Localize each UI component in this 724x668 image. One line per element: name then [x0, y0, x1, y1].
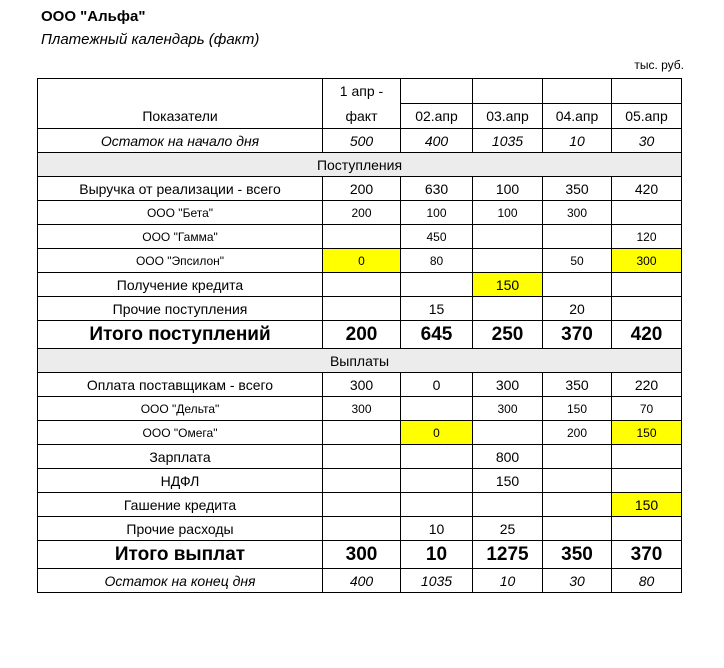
cell: 10: [473, 569, 543, 593]
row-opening-balance: [38, 129, 682, 153]
date-header-4: 04.апр: [543, 104, 612, 129]
cell: [323, 469, 401, 493]
cell: [612, 201, 682, 225]
cell: 420: [612, 177, 682, 201]
cell: 25: [473, 517, 543, 541]
cell: 0: [401, 373, 473, 397]
cell: 1035: [401, 569, 473, 593]
header-row-1: [38, 79, 682, 104]
label-header: Показатели: [38, 104, 323, 129]
cell: 420: [612, 321, 682, 349]
date-header-4-top: [543, 79, 612, 104]
report-subtitle: Платежный календарь (факт): [41, 31, 260, 48]
row-label: Остаток на начало дня: [38, 129, 323, 153]
cell: 100: [473, 201, 543, 225]
row-loan-received: [38, 273, 682, 297]
cell: 630: [401, 177, 473, 201]
cell-highlighted: 150: [612, 421, 682, 445]
cell: 350: [543, 373, 612, 397]
row-label: Прочие расходы: [38, 517, 323, 541]
row-omega: [38, 421, 682, 445]
cell: 800: [473, 445, 543, 469]
cell: 10: [401, 541, 473, 569]
cell: 30: [543, 569, 612, 593]
cell: 300: [543, 201, 612, 225]
row-label: ООО "Гамма": [38, 225, 323, 249]
date-header-2: 02.апр: [401, 104, 473, 129]
row-label: НДФЛ: [38, 469, 323, 493]
row-revenue-total: [38, 177, 682, 201]
cell: 300: [323, 541, 401, 569]
cell: [473, 493, 543, 517]
cell: [473, 249, 543, 273]
row-label: ООО "Омега": [38, 421, 323, 445]
row-supplier-payments: [38, 373, 682, 397]
cell-highlighted: 0: [401, 421, 473, 445]
cell: 1035: [473, 129, 543, 153]
cell: 70: [612, 397, 682, 421]
cell: 350: [543, 177, 612, 201]
cell: [543, 273, 612, 297]
cell: [543, 445, 612, 469]
row-label: Прочие поступления: [38, 297, 323, 321]
cell: 100: [473, 177, 543, 201]
cell: 500: [323, 129, 401, 153]
row-label: Итого поступлений: [38, 321, 323, 349]
cell: 370: [543, 321, 612, 349]
row-other-receipts: [38, 297, 682, 321]
date-header-3-top: [473, 79, 543, 104]
date-header-5: 05.апр: [612, 104, 682, 129]
section-title: Выплаты: [38, 349, 682, 373]
cell: 150: [473, 469, 543, 493]
cell: [323, 421, 401, 445]
unit-label: тыс. руб.: [634, 58, 684, 72]
cell: [323, 517, 401, 541]
cell: [401, 273, 473, 297]
cell: 200: [323, 321, 401, 349]
header-row-2: [38, 104, 682, 129]
cell: [612, 297, 682, 321]
row-label: Зарплата: [38, 445, 323, 469]
section-payments: [38, 349, 682, 373]
row-closing-balance: [38, 569, 682, 593]
cell: [401, 445, 473, 469]
cell: [612, 273, 682, 297]
cell: [473, 421, 543, 445]
cell: 80: [401, 249, 473, 273]
date-header-2-top: [401, 79, 473, 104]
label-header-top: [38, 79, 323, 104]
row-total-payments: [38, 541, 682, 569]
cell: [323, 297, 401, 321]
row-delta: [38, 397, 682, 421]
cell: [612, 517, 682, 541]
cell: 350: [543, 541, 612, 569]
cell: 30: [612, 129, 682, 153]
cell: 645: [401, 321, 473, 349]
section-receipts: [38, 153, 682, 177]
cell: 1275: [473, 541, 543, 569]
cell: 10: [401, 517, 473, 541]
cell: [612, 469, 682, 493]
payment-calendar-table: [37, 78, 682, 593]
cell: [323, 273, 401, 297]
cell-highlighted: 150: [473, 273, 543, 297]
cell: 300: [473, 373, 543, 397]
row-label: Гашение кредита: [38, 493, 323, 517]
row-epsilon: [38, 249, 682, 273]
cell: 400: [401, 129, 473, 153]
date-header-1-line1: 1 апр -: [323, 79, 401, 104]
cell: 250: [473, 321, 543, 349]
cell: 20: [543, 297, 612, 321]
cell: 400: [323, 569, 401, 593]
cell: [612, 445, 682, 469]
cell: [401, 397, 473, 421]
row-other-expenses: [38, 517, 682, 541]
cell: [543, 517, 612, 541]
row-label: ООО "Бета": [38, 201, 323, 225]
row-label: ООО "Эпсилон": [38, 249, 323, 273]
cell: [543, 225, 612, 249]
section-title: Поступления: [38, 153, 682, 177]
cell: [323, 225, 401, 249]
cell: [543, 493, 612, 517]
row-beta: [38, 201, 682, 225]
date-header-5-top: [612, 79, 682, 104]
cell: 200: [543, 421, 612, 445]
cell: 300: [473, 397, 543, 421]
cell-highlighted: 0: [323, 249, 401, 273]
row-label: Итого выплат: [38, 541, 323, 569]
cell: 370: [612, 541, 682, 569]
row-label: Получение кредита: [38, 273, 323, 297]
row-label: ООО "Дельта": [38, 397, 323, 421]
cell: [401, 493, 473, 517]
cell: [473, 225, 543, 249]
cell: 450: [401, 225, 473, 249]
cell: 15: [401, 297, 473, 321]
row-total-receipts: [38, 321, 682, 349]
cell: [473, 297, 543, 321]
date-header-3: 03.апр: [473, 104, 543, 129]
date-header-1-line2: факт: [323, 104, 401, 129]
row-label: Остаток на конец дня: [38, 569, 323, 593]
cell: 200: [323, 177, 401, 201]
cell: [543, 469, 612, 493]
row-salary: [38, 445, 682, 469]
row-label: Выручка от реализации - всего: [38, 177, 323, 201]
cell: 150: [543, 397, 612, 421]
company-name: ООО "Альфа": [41, 8, 146, 25]
cell: [323, 445, 401, 469]
cell: 100: [401, 201, 473, 225]
row-gamma: [38, 225, 682, 249]
cell: 300: [323, 373, 401, 397]
row-income-tax: [38, 469, 682, 493]
row-label: Оплата поставщикам - всего: [38, 373, 323, 397]
cell: 300: [323, 397, 401, 421]
cell: 80: [612, 569, 682, 593]
row-loan-repayment: [38, 493, 682, 517]
cell: 200: [323, 201, 401, 225]
cell-highlighted: 300: [612, 249, 682, 273]
cell: 120: [612, 225, 682, 249]
cell-highlighted: 150: [612, 493, 682, 517]
cell: [401, 469, 473, 493]
cell: 220: [612, 373, 682, 397]
cell: 10: [543, 129, 612, 153]
cell: [323, 493, 401, 517]
cell: 50: [543, 249, 612, 273]
